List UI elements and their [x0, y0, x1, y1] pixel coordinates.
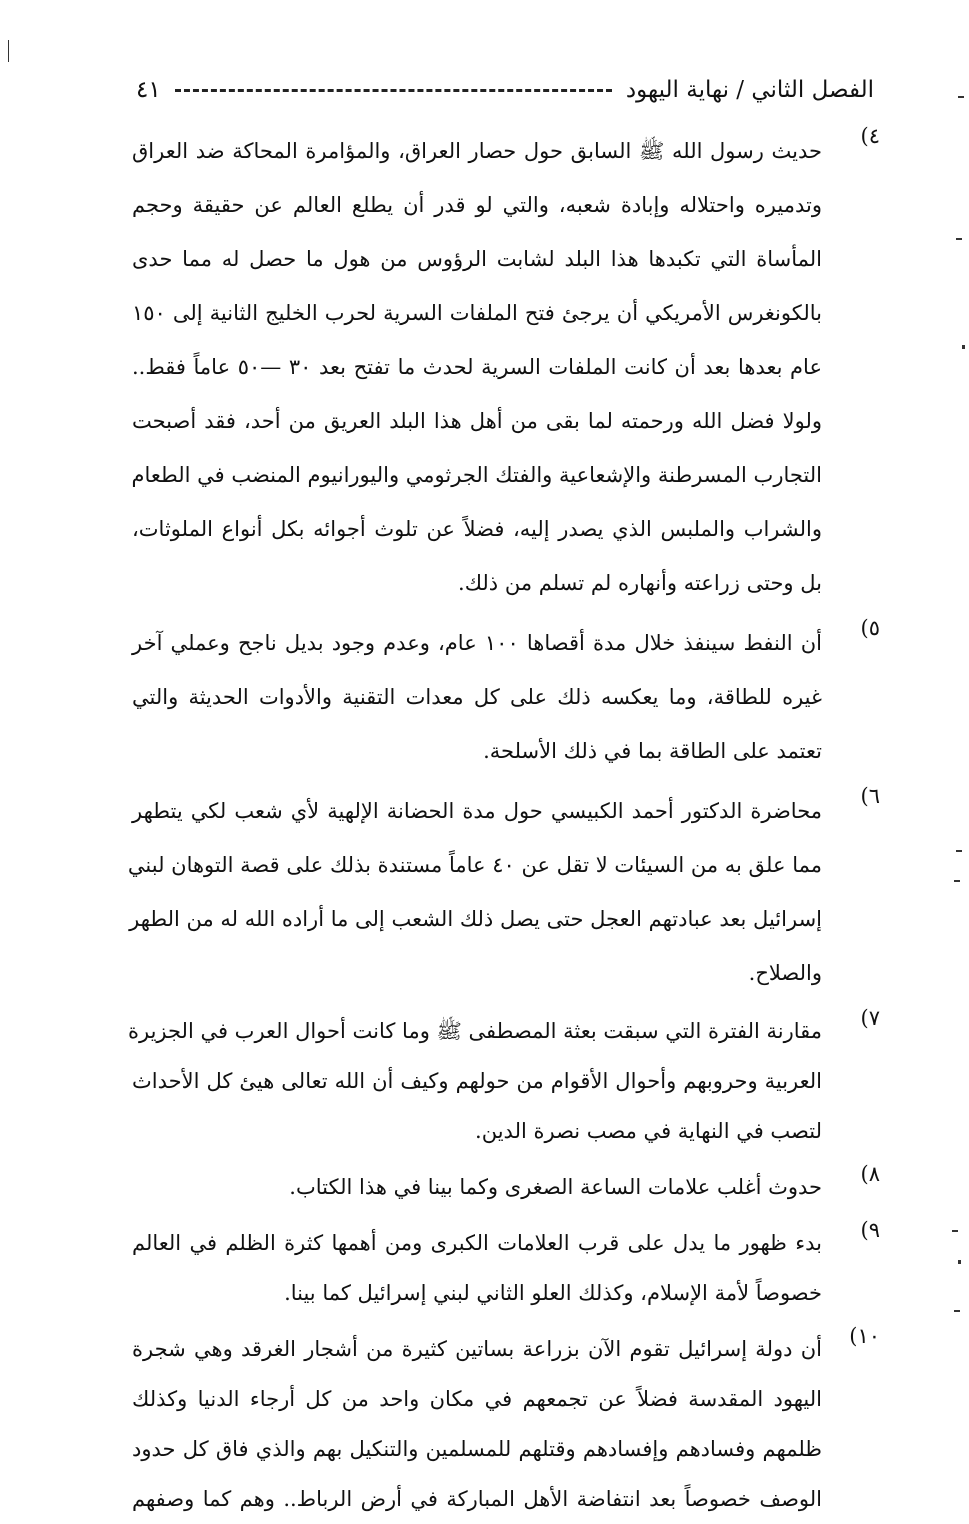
- text-line: حديث رسول الله ﷺ السابق حول حصار العراق، والمؤامرة المحاكة ضد العراق: [132, 139, 822, 163]
- text-line: بدء ظهور ما يدل على قرب العلامات الكبرى ومن أهمها كثرة الظلم في العالم: [132, 1231, 822, 1255]
- text-line: الوصف خصوصاً بعد انتفاضة الأهل المباركة في أرض الرباط.. وهم كما وصفهم: [132, 1487, 822, 1511]
- scan-artifact: [952, 1230, 958, 1232]
- text-line: ولولا فضل الله ورحمته لما بقى من أهل هذا البلد العريق من أحد، فقد أصبحت: [132, 409, 822, 433]
- scan-artifact: [958, 96, 964, 98]
- list-item-9: [132, 1218, 880, 1318]
- text-line: مما علق به من السيئات لا تقل عن ٤٠ عاماً مستندة بذلك على قصة التوهان لبني: [127, 853, 822, 877]
- text-line: بل وحتى زراعته وأنهاره لم تسلم من ذلك.: [458, 571, 822, 595]
- body-text: [127, 124, 880, 1524]
- text-line: ظلمهم وفسادهم وإفسادهم وقتلهم للمسلمين والتنكيل بهم والذي فاق كل حدود: [132, 1437, 822, 1461]
- text-line: غيره للطاقة، وما يعكسه ذلك على كل معدات التقنية والأدوات الحديثة والتي: [132, 685, 822, 709]
- text-line: العربية وحروبهم وأحوال الأقوام من حولهم وكيف أن الله تعالى هيئ كل الأحداث: [132, 1069, 822, 1093]
- item-number: ١٠): [849, 1324, 880, 1348]
- item-number: ٨): [860, 1162, 880, 1186]
- text-line: خصوصاً لأمة الإسلام، وكذلك العلو الثاني لبني إسرائيل كما بينا.: [284, 1281, 822, 1305]
- item-number: ٦): [860, 784, 880, 808]
- item-number: ٧): [860, 1006, 880, 1030]
- text-line: أن دولة إسرائيل تقوم الآن بزراعة بساتين كثيرة من أشجار الغرقد وهي شجرة: [132, 1337, 822, 1361]
- text-line: والصلاح.: [748, 961, 822, 985]
- text-line: لتصب في النهاية في مصب نصرة الدين.: [475, 1119, 822, 1143]
- text-line: التجارب المسرطنة والإشعاعية والفتك الجرثومي واليورانيوم المنضب في الطعام: [131, 463, 822, 487]
- text-line: حدوث أغلب علامات الساعة الصغرى وكما بينا في هذا الكتاب.: [289, 1175, 822, 1199]
- text-line: اليهود المقدسة فضلاً عن تجمعهم في مكان واحد من كل أرجاء الدنيا وكذلك: [132, 1387, 822, 1411]
- list-item-4: [131, 124, 880, 610]
- text-line: عام بعدها بعد أن كانت الملفات السرية لحدث ما تفتح بعد ٣٠ —٥٠ عاماً فقط..: [132, 355, 822, 379]
- chapter-title: الفصل الثاني / نهاية اليهود: [625, 77, 874, 103]
- text-line: إسرائيل بعد عبادتهم العجل حتى يصل ذلك الشعب إلى ما أراده الله له من الطهر: [129, 907, 822, 931]
- list-item-10: [132, 1324, 880, 1524]
- running-header: [136, 70, 874, 110]
- list-item-6: [127, 784, 880, 1000]
- scan-artifact: [8, 40, 9, 62]
- text-line: مقارنة الفترة التي سبقت بعثة المصطفى ﷺ وما كانت أحوال العرب في الجزيرة: [127, 1019, 822, 1043]
- scan-artifact: [954, 880, 960, 882]
- item-number: ٥): [860, 616, 880, 640]
- text-line: وتدميره واحتلاله وإبادة شعبه، والتي لو قدر أن يطلع العالم عن حقيقة وحجم: [132, 193, 822, 217]
- text-line: محاضرة الدكتور أحمد الكبيسي حول مدة الحضانة الإلهية لأي شعب لكي يتطهر: [132, 799, 822, 823]
- text-line: والشراب والملبس الذي يصدر إليه، فضلاً عن تلوث أجوائه بكل أنواع الملوثات،: [132, 517, 822, 541]
- list-item-5: [132, 616, 880, 778]
- list-item-7: [127, 1006, 880, 1156]
- text-line: بالكونغرس الأمريكي أن يرجئ فتح الملفات السرية لحرب الخليج الثانية إلى ١٥٠: [132, 301, 822, 325]
- item-number: ٩): [860, 1218, 880, 1242]
- list-item-8: [132, 1162, 880, 1212]
- text-line: المأساة التي تكبدها هذا البلد لشابت الرؤوس من هول ما حصل له مما حدى: [132, 247, 822, 271]
- scan-artifact: [956, 850, 962, 852]
- scan-artifact: [956, 238, 962, 240]
- page-number: ٤١: [136, 77, 161, 103]
- text-line: تعتمد على الطاقة بما في ذلك الأسلحة.: [483, 739, 822, 763]
- header-leader-dots: [175, 89, 612, 92]
- scan-artifact: [962, 345, 965, 349]
- item-number: ٤): [860, 124, 880, 148]
- scan-artifact: [954, 1310, 960, 1312]
- scan-artifact: [958, 1260, 961, 1264]
- text-line: أن النفط سينفذ خلال مدة أقصاها ١٠٠ عام، وعدم وجود بديل ناجح وعملي آخر: [132, 631, 822, 655]
